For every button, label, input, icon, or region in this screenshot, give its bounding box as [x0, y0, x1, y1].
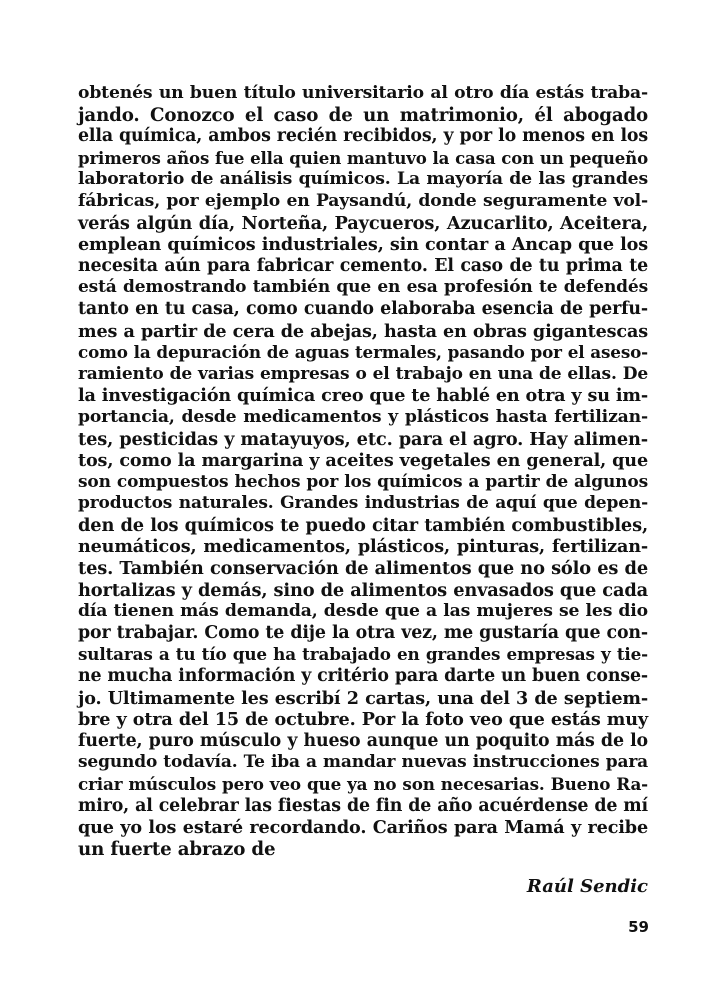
- text-line: hortalizas y demás, sino de alimentos envasados que cada: [78, 579, 648, 601]
- text-line: mes a partir de cera de abejas, hasta en obras gigantescas: [78, 320, 648, 342]
- text-line: productos naturales. Grandes industrias de aquí que depen-: [78, 493, 648, 514]
- text-line: obtenés un buen título universitario al otro día estás traba-: [78, 83, 648, 103]
- text-line: un fuerte abrazo de: [78, 838, 276, 860]
- text-line: fuerte, puro músculo y hueso aunque un poquito más de lo: [78, 730, 648, 751]
- text-line: ella química, ambos recién recibidos, y por lo menos en los: [78, 126, 648, 147]
- text-line: tes. También conservación de alimentos que no sólo es de: [78, 558, 648, 580]
- letter-body: [78, 83, 648, 860]
- text-line: den de los químicos te puedo citar también combustibles,: [78, 514, 648, 536]
- text-line: tes, pesticidas y matayuyos, etc. para el agro. Hay alimen-: [78, 428, 648, 450]
- signature: Raúl Sendic: [526, 876, 648, 897]
- text-line: por trabajar. Como te dije la otra vez, me gustaría que con-: [78, 622, 648, 643]
- text-line: criar músculos pero veo que ya no son necesarias. Bueno Ra-: [78, 774, 648, 794]
- text-line: día tienen más demanda, desde que a las mujeres se les dio: [78, 601, 648, 622]
- text-line: fábricas, por ejemplo en Paysandú, donde seguramente vol-: [78, 190, 648, 211]
- page-number: 59: [628, 918, 649, 936]
- text-line: ramiento de varias empresas o el trabajo en una de ellas. De: [78, 363, 648, 384]
- text-line: tanto en tu casa, como cuando elaboraba esencia de perfu-: [78, 298, 648, 319]
- text-line: ne mucha información y critério para darte un buen conse-: [78, 666, 648, 687]
- page-body: [78, 83, 648, 860]
- text-line: bre y otra del 15 de octubre. Por la foto veo que estás muy: [78, 709, 648, 731]
- text-line: son compuestos hechos por los químicos a partir de algunos: [78, 471, 648, 492]
- text-line: laboratorio de análisis químicos. La mayoría de las grandes: [78, 169, 648, 190]
- text-line: miro, al celebrar las fiestas de fin de año acuérdense de mí: [78, 795, 648, 816]
- text-line: que yo los estaré recordando. Cariños para Mamá y recibe: [78, 817, 648, 839]
- text-line: tos, como la margarina y aceites vegetales en general, que: [78, 450, 648, 472]
- text-line: primeros años fue ella quien mantuvo la casa con un pequeño: [78, 147, 648, 168]
- text-line: portancia, desde medicamentos y plásticos hasta fertilizan-: [78, 406, 648, 427]
- text-line: segundo todavía. Te iba a mandar nuevas instrucciones para: [78, 752, 648, 773]
- text-line: neumáticos, medicamentos, plásticos, pinturas, fertilizan-: [78, 536, 648, 558]
- text-line: como la depuración de aguas termales, pasando por el aseso-: [78, 342, 648, 363]
- text-line: jo. Ultimamente les escribí 2 cartas, una del 3 de septiem-: [78, 687, 648, 709]
- text-line: necesita aún para fabricar cemento. El caso de tu prima te: [78, 255, 648, 276]
- text-line: está demostrando también que en esa profesión te defendés: [78, 277, 648, 298]
- text-line: verás algún día, Norteña, Paycueros, Azucarlito, Aceitera,: [78, 212, 648, 234]
- text-line: emplean químicos industriales, sin contar a Ancap que los: [78, 234, 648, 256]
- text-line: la investigación química creo que te hablé en otra y su im-: [78, 385, 648, 407]
- text-line: jando. Conozco el caso de un matrimonio, él abogado: [78, 104, 648, 126]
- text-line: sultaras a tu tío que ha trabajado en grandes empresas y tie-: [78, 644, 648, 665]
